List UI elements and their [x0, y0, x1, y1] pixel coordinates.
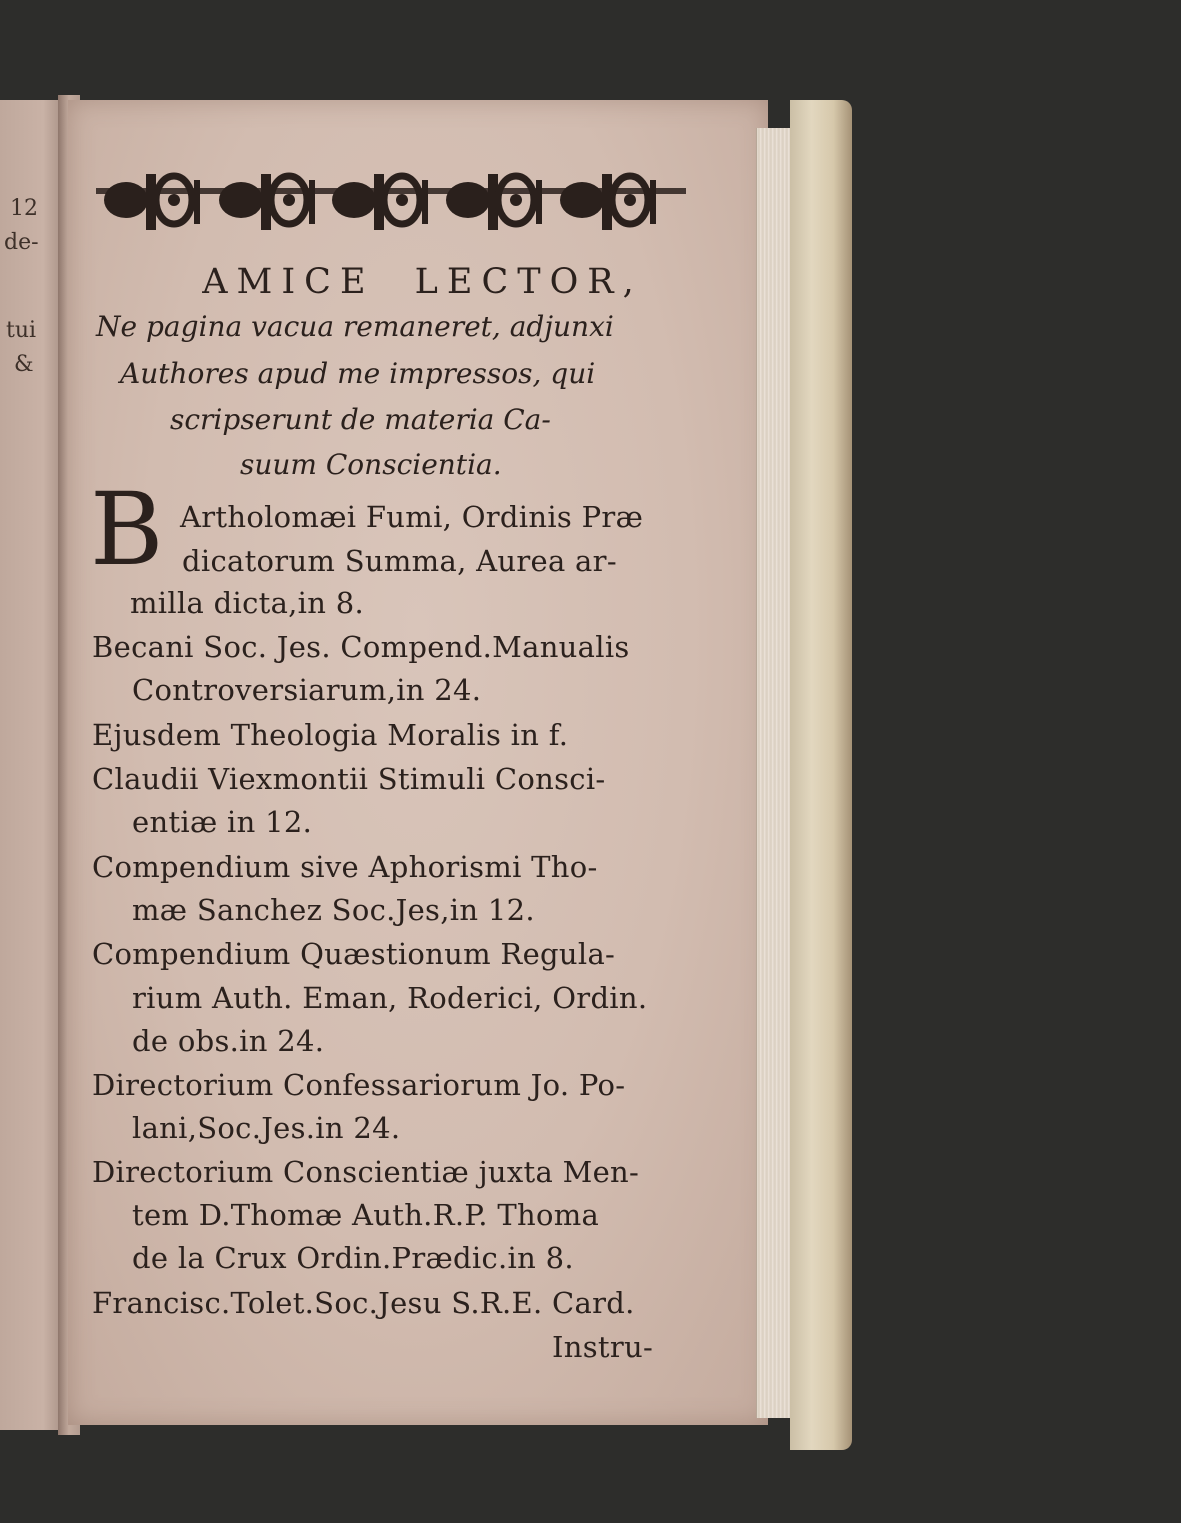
entry-line: Compendium Quæstionum Regula- [92, 937, 616, 971]
entry-line: tem D.Thomæ Auth.R.P. Thoma [132, 1198, 600, 1232]
book-cover-edge [790, 100, 852, 1450]
entry-line: Compendium sive Aphorismi Tho- [92, 850, 598, 884]
page-heading [0, 262, 845, 302]
entry-line: Claudii Viexmontii Stimuli Consci- [92, 762, 606, 796]
left-page-fragment: tui [6, 318, 37, 343]
entry-line: entiæ in 12. [132, 805, 313, 839]
entry-line: Directorium Conscientiæ juxta Men- [92, 1155, 640, 1189]
entry-line: mæ Sanchez Soc.Jes,in 12. [132, 893, 535, 927]
left-page-fragment: 12 [10, 196, 38, 221]
intro-line: suum Conscientia. [240, 448, 502, 481]
entry-line: Artholomæi Fumi, Ordinis Præ [180, 500, 644, 534]
entry-line: Directorium Confessariorum Jo. Po- [92, 1068, 626, 1102]
drop-cap: B [90, 471, 164, 588]
heading-word: LECTOR, [414, 262, 643, 302]
entry-line: de obs.in 24. [132, 1024, 325, 1058]
entry-line: milla dicta,in 8. [130, 586, 365, 620]
entry-line: Ejusdem Theologia Moralis in f. [92, 718, 569, 752]
entry-line: lani,Soc.Jes.in 24. [132, 1111, 401, 1145]
entry-line: rium Auth. Eman, Roderici, Ordin. [132, 981, 648, 1015]
left-page-fragment: & [14, 352, 34, 377]
catchword: Instru- [552, 1330, 654, 1364]
entry-line: de la Crux Ordin.Prædic.in 8. [132, 1241, 574, 1275]
entry-line: Francisc.Tolet.Soc.Jesu S.R.E. Card. [92, 1286, 635, 1320]
left-page-fragment: de- [4, 230, 39, 255]
intro-line: Authores apud me impressos, qui [120, 357, 596, 390]
heading-word: AMICE [202, 262, 375, 302]
intro-line: Ne pagina vacua remaneret, adjunxi [96, 310, 614, 343]
entry-line: Controversiarum,in 24. [132, 673, 482, 707]
printers-ornament [96, 160, 686, 242]
intro-line: scripserunt de materia Ca- [170, 403, 551, 436]
entry-line: Becani Soc. Jes. Compend.Manualis [92, 630, 630, 664]
entry-line: dicatorum Summa, Aurea ar- [182, 544, 617, 578]
